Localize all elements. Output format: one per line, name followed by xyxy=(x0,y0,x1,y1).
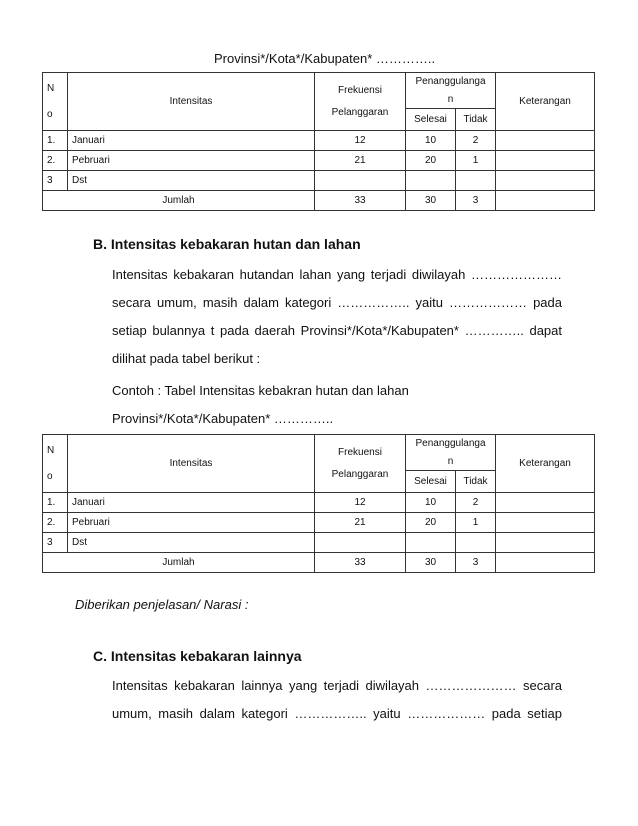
header-frekuensi xyxy=(315,435,406,493)
narasi-note: Diberikan penjelasan/ Narasi : xyxy=(75,597,249,612)
total-frekuensi: 33 xyxy=(315,553,406,573)
table-row xyxy=(43,131,595,151)
header-penanggulangan xyxy=(406,73,496,109)
table2-contoh-caption: Contoh : Tabel Intensitas kebakran hutan dan lahan xyxy=(112,383,409,398)
cell-keterangan xyxy=(496,171,595,191)
total-frekuensi: 33 xyxy=(315,191,406,211)
cell-frekuensi xyxy=(315,171,406,191)
cell-frekuensi: 12 xyxy=(315,131,406,151)
section-b-paragraph xyxy=(112,261,562,373)
header-tidak: Tidak xyxy=(456,109,496,131)
cell-no: 3 xyxy=(43,533,68,553)
cell-intensitas: Januari xyxy=(68,131,315,151)
cell-no: 2. xyxy=(43,151,68,171)
paragraph-line: dilihat pada tabel berikut : xyxy=(112,351,261,366)
header-no-bottom: o xyxy=(47,470,53,482)
header-no-top: N xyxy=(47,82,55,94)
paragraph-line: Intensitas kebakaran lainnya yang terjadi diwilayah ………………… secara xyxy=(112,678,562,693)
cell-no: 1. xyxy=(43,131,68,151)
header-keterangan: Keterangan xyxy=(496,73,595,131)
header-tidak: Tidak xyxy=(456,471,496,493)
cell-frekuensi: 21 xyxy=(315,151,406,171)
cell-no: 2. xyxy=(43,513,68,533)
cell-frekuensi: 21 xyxy=(315,513,406,533)
total-label: Jumlah xyxy=(43,191,315,211)
cell-keterangan xyxy=(496,131,595,151)
total-selesai: 30 xyxy=(406,191,456,211)
cell-selesai xyxy=(406,171,456,191)
total-selesai: 30 xyxy=(406,553,456,573)
cell-tidak xyxy=(456,533,496,553)
table-row xyxy=(43,513,595,533)
header-penanggulangan-line2: n xyxy=(447,455,454,467)
header-intensitas: Intensitas xyxy=(68,73,315,131)
total-tidak: 3 xyxy=(456,191,496,211)
cell-tidak: 2 xyxy=(456,131,496,151)
cell-frekuensi xyxy=(315,533,406,553)
paragraph-line: secara umum, masih dalam kategori …………….. yaitu ……………… pada xyxy=(112,295,562,310)
header-penanggulangan xyxy=(406,435,496,471)
section-c-heading: C. Intensitas kebakaran lainnya xyxy=(93,648,302,664)
paragraph-line: setiap bulannya t pada daerah Provinsi*/Kota*/Kabupaten* ………….. dapat xyxy=(112,323,562,338)
total-label: Jumlah xyxy=(43,553,315,573)
header-no xyxy=(43,73,68,131)
header-frekuensi-line2: Pelanggaran xyxy=(331,106,389,118)
cell-no: 3 xyxy=(43,171,68,191)
header-frekuensi-line1: Frekuensi xyxy=(338,446,382,458)
intensitas-table-2 xyxy=(42,434,595,573)
total-keterangan xyxy=(496,553,595,573)
total-keterangan xyxy=(496,191,595,211)
header-frekuensi-line2: Pelanggaran xyxy=(331,468,389,480)
cell-keterangan xyxy=(496,533,595,553)
cell-selesai: 20 xyxy=(406,513,456,533)
cell-tidak xyxy=(456,171,496,191)
header-frekuensi-line1: Frekuensi xyxy=(338,84,382,96)
header-intensitas: Intensitas xyxy=(68,435,315,493)
paragraph-line: Intensitas kebakaran hutandan lahan yang terjadi diwilayah ………………… xyxy=(112,267,562,282)
cell-keterangan xyxy=(496,513,595,533)
header-selesai: Selesai xyxy=(406,471,456,493)
cell-selesai xyxy=(406,533,456,553)
table-row xyxy=(43,533,595,553)
cell-no: 1. xyxy=(43,493,68,513)
cell-tidak: 1 xyxy=(456,151,496,171)
header-no-bottom: o xyxy=(47,108,53,120)
table-total-row xyxy=(43,553,595,573)
cell-intensitas: Dst xyxy=(68,171,315,191)
cell-intensitas: Dst xyxy=(68,533,315,553)
table-row xyxy=(43,151,595,171)
header-penanggulangan-line1: Penanggulanga xyxy=(415,437,486,449)
header-penanggulangan-line2: n xyxy=(447,93,454,105)
header-keterangan: Keterangan xyxy=(496,435,595,493)
cell-intensitas: Januari xyxy=(68,493,315,513)
intensitas-table-1 xyxy=(42,72,595,211)
cell-frekuensi: 12 xyxy=(315,493,406,513)
section-b-heading: B. Intensitas kebakaran hutan dan lahan xyxy=(93,236,361,252)
cell-selesai: 10 xyxy=(406,493,456,513)
header-penanggulangan-line1: Penanggulanga xyxy=(415,75,486,87)
header-frekuensi xyxy=(315,73,406,131)
table-row xyxy=(43,171,595,191)
cell-keterangan xyxy=(496,151,595,171)
cell-tidak: 1 xyxy=(456,513,496,533)
table-total-row xyxy=(43,191,595,211)
section-c-paragraph xyxy=(112,672,562,728)
total-tidak: 3 xyxy=(456,553,496,573)
table2-caption: Provinsi*/Kota*/Kabupaten* ………….. xyxy=(112,411,334,426)
cell-intensitas: Pebruari xyxy=(68,151,315,171)
header-selesai: Selesai xyxy=(406,109,456,131)
table1-caption: Provinsi*/Kota*/Kabupaten* ………….. xyxy=(214,51,436,66)
paragraph-line: umum, masih dalam kategori …………….. yaitu ……………… pada setiap xyxy=(112,706,562,721)
cell-tidak: 2 xyxy=(456,493,496,513)
table-row xyxy=(43,493,595,513)
cell-keterangan xyxy=(496,493,595,513)
header-no-top: N xyxy=(47,444,55,456)
cell-intensitas: Pebruari xyxy=(68,513,315,533)
header-no xyxy=(43,435,68,493)
cell-selesai: 20 xyxy=(406,151,456,171)
cell-selesai: 10 xyxy=(406,131,456,151)
